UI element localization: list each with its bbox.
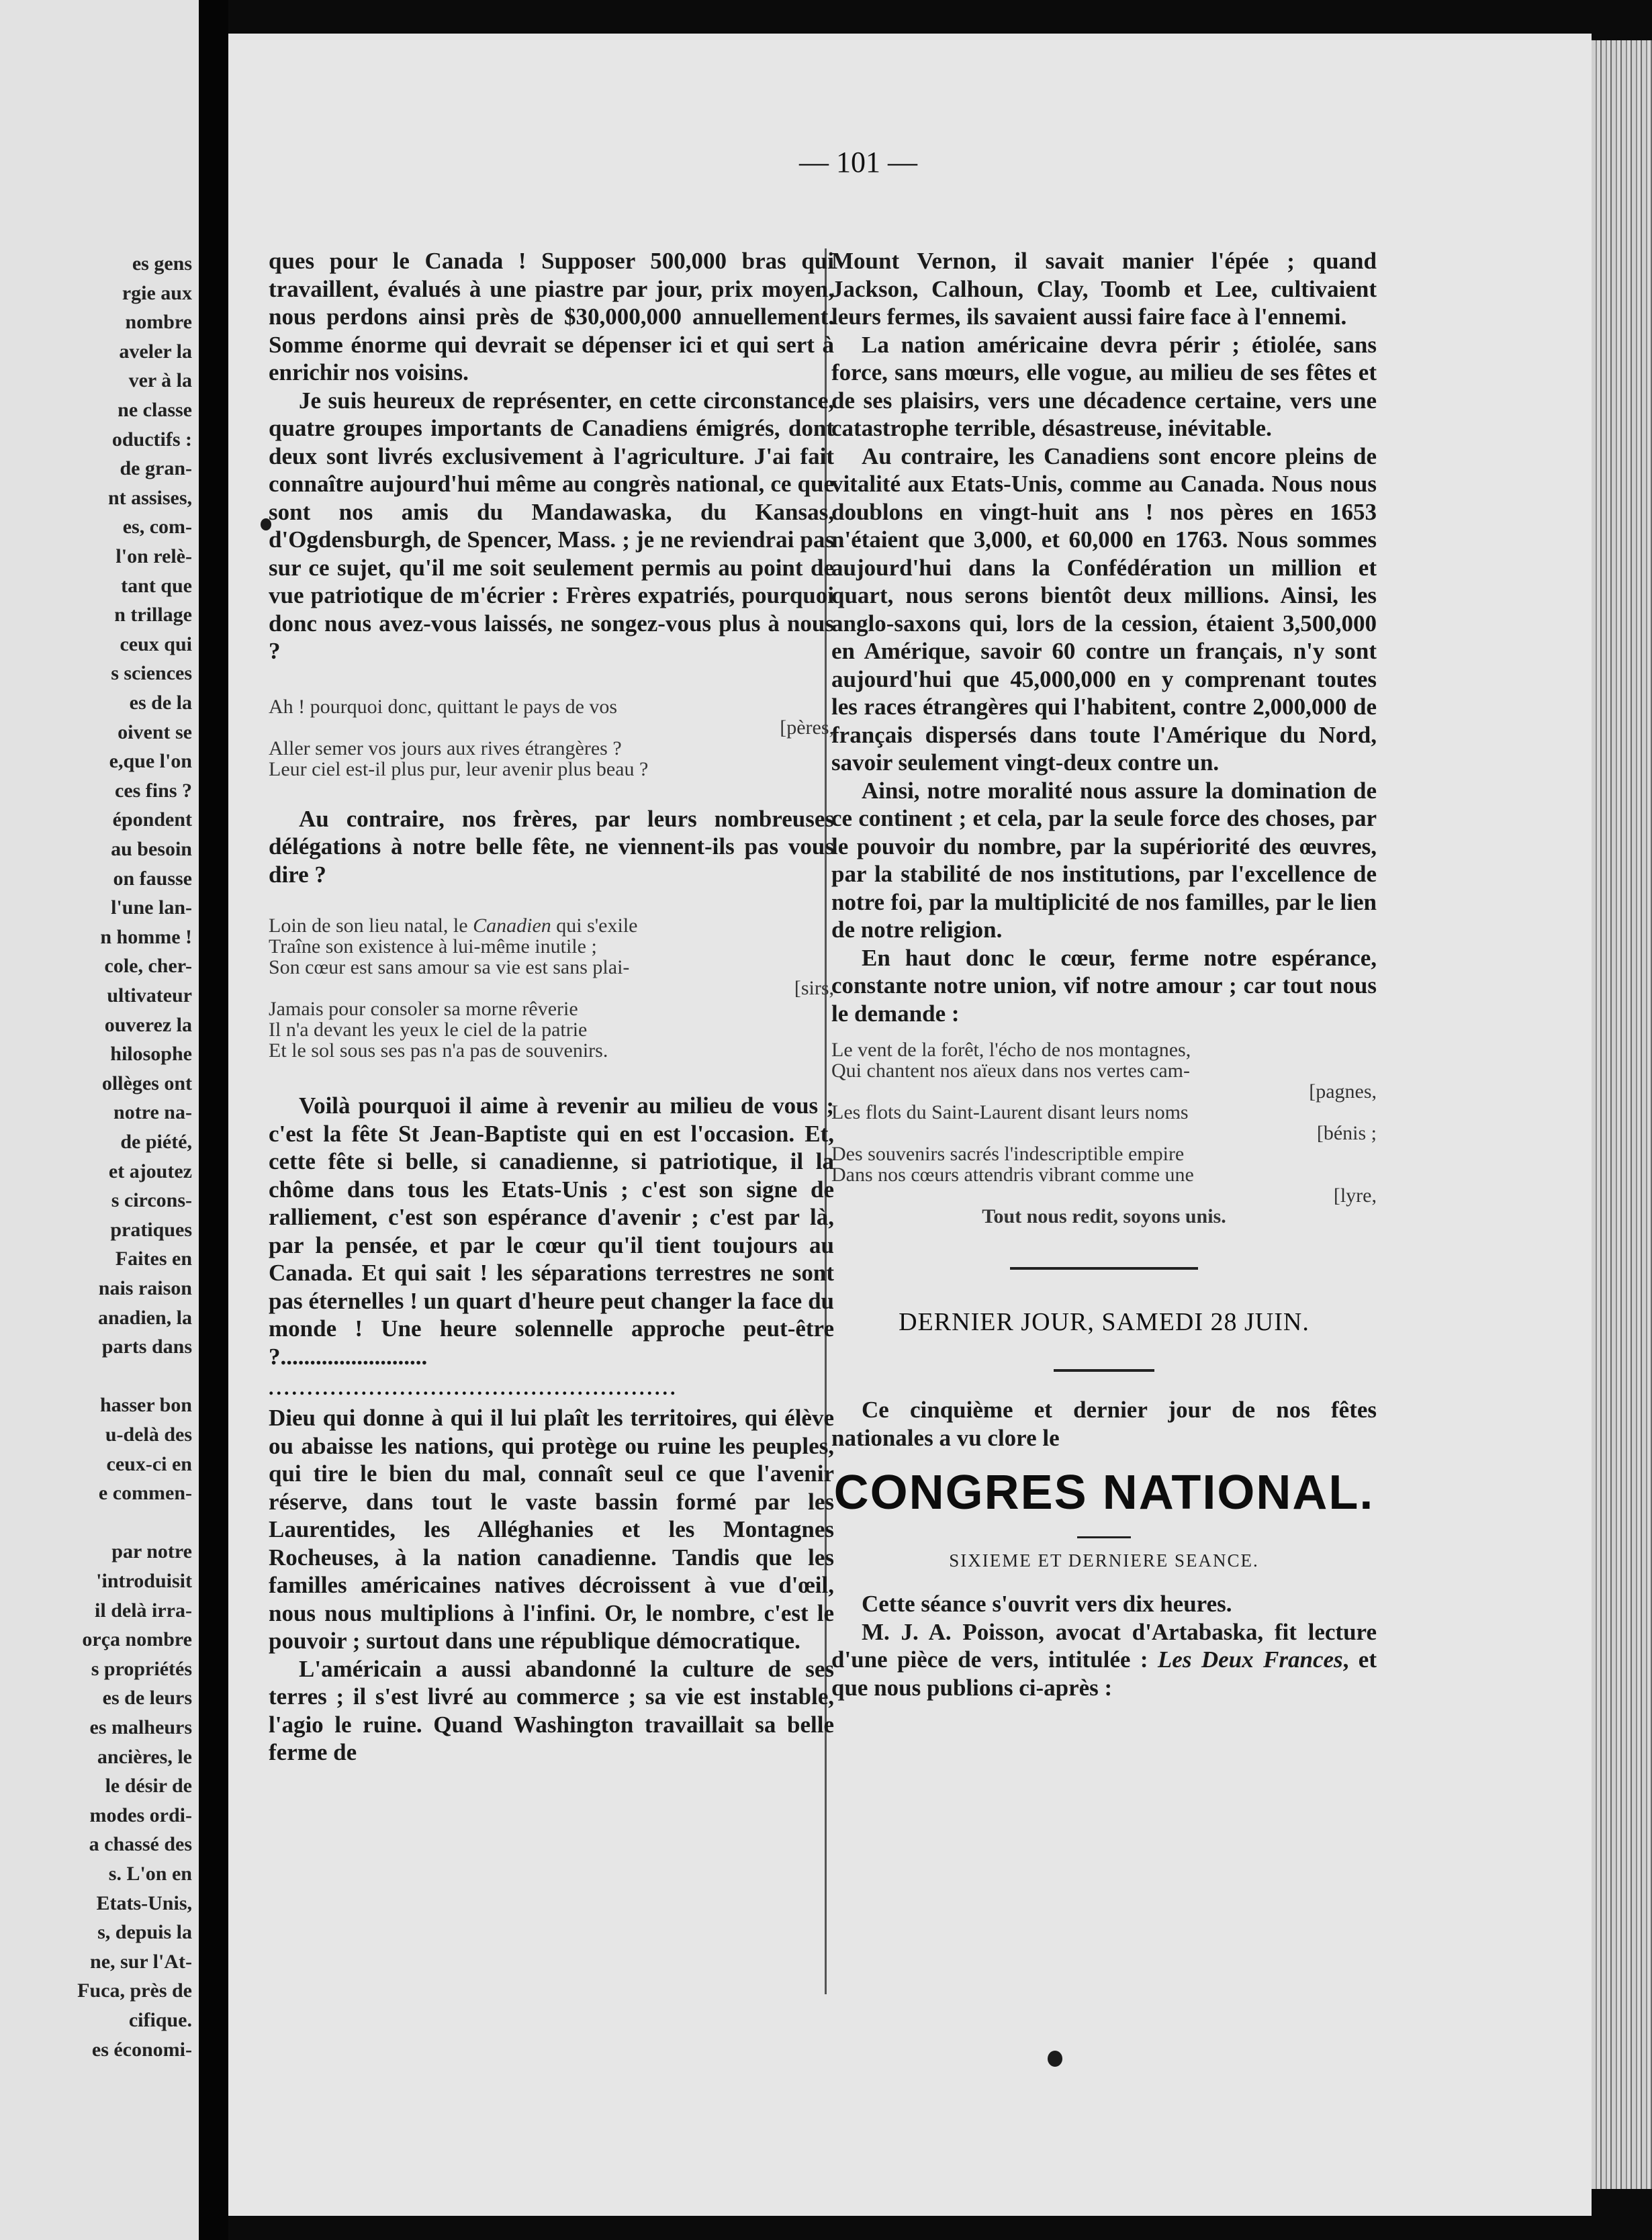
fragment-line: ancières, le	[97, 1745, 192, 1768]
fragment-line: hasser bon	[100, 1394, 192, 1417]
fragment-line: oivent se	[118, 720, 192, 743]
verse-line: Il n'a devant les yeux le ciel de la patrie	[269, 1019, 588, 1041]
fragment-line: s. L'on en	[108, 1863, 192, 1885]
verse-line	[269, 915, 834, 936]
fragment-line: es économi-	[91, 2038, 192, 2061]
text: , et que nous publions ci-après :	[831, 1646, 1377, 1701]
fragment-line: anadien, la	[97, 1306, 192, 1329]
right-column	[831, 247, 1377, 1701]
verse-line: Tout nous redit, soyons unis.	[982, 1205, 1226, 1227]
fragment-line: ces fins ?	[115, 779, 192, 802]
verse-line: Leur ciel est-il plus pur, leur avenir plus beau ?	[269, 757, 649, 780]
verse-line: Traîne son existence à lui-même inutile ;	[269, 935, 597, 958]
left-column	[269, 247, 834, 1767]
paragraph: Ce cinquième et dernier jour de nos fêtes nationales a vu clore le	[831, 1397, 1377, 1451]
fragment-line: l'une lan-	[111, 896, 192, 919]
fragment-line: es de la	[129, 692, 192, 714]
fragment-line: tant que	[121, 574, 192, 597]
verse-text: Loin de son lieu natal, le	[269, 915, 473, 937]
fragment-line: nais raison	[98, 1277, 192, 1299]
ink-blot	[1048, 2051, 1062, 2067]
fragment-line: le désir de	[105, 1775, 192, 1798]
fragment-line: es, com-	[122, 516, 192, 539]
verse-line: Les flots du Saint-Laurent disant leurs noms	[831, 1101, 1189, 1123]
fragment-line: e,que l'on	[109, 750, 192, 773]
fragment-line: parts dans	[101, 1336, 192, 1358]
fragment-line: l'on relè-	[116, 545, 192, 567]
fragment-line: n homme !	[100, 925, 192, 948]
fragment-line: cifique.	[128, 2009, 192, 2031]
paragraph: Dieu qui donne à qui il lui plaît les territoires, qui élève ou abaisse les nations, qui protège ou ruine les peuples, qui tire le bien du mal, connaît seul ce que l'avenir réserve, dans tout le vaste bassin formé par les Laurentides, les Alléghanies et les Montagnes Rocheuses, à la nation canadienne. Tandis que les familles américaines natives décroissent à vue d'œil, nous nous multiplions à l'infini. Or, le nombre, c'est le pouvoir ; surtout dans une république démocratique.	[269, 1405, 834, 1654]
fragment-line: n trillage	[114, 604, 192, 626]
previous-page-fragment	[0, 0, 203, 2240]
fragment-line: s sciences	[111, 662, 192, 685]
fragment-line: Fuca, près de	[77, 1979, 192, 2002]
fragment-line: ouverez la	[104, 1013, 192, 1036]
fragment-line: nt assises,	[107, 486, 192, 509]
fragment-line: Etats-Unis,	[96, 1892, 192, 1914]
fragment-line: modes ordi-	[89, 1804, 192, 1826]
poem-quote	[269, 696, 834, 780]
fragment-line: et ajoutez	[108, 1160, 192, 1182]
section-rule	[1077, 1536, 1131, 1538]
paragraph: En haut donc le cœur, ferme notre espérance, constante notre union, vif notre amour ; car tout nous le demande :	[831, 944, 1377, 1027]
paragraph: Je suis heureux de représenter, en cette circonstance, quatre groupes importants de Canadiens émigrés, dont deux sont livrés exclusivement à l'agriculture. J'ai fait connaître aujourd'hui même au congrès national, ce que sont nos amis du Mandawaska, du Kansas, d'Ogdensburgh, de Spencer, Mass. ; je ne reviendrai pas sur ce sujet, qu'il me soit seulement permis au point de vue patriotique de m'écrier : Frères expatriés, pourquoi donc nous avez-vous laissés, ne songez-vous plus à nous ?	[269, 387, 834, 664]
fragment-line: cole, cher-	[104, 955, 192, 978]
paragraph: Ainsi, notre moralité nous assure la domination de ce continent ; et cela, par la seule force des choses, par le pouvoir du nombre, par la supériorité des œuvres, par la stabilité de nos institutions, par l'excellence de notre foi, par la multiplicité de nos familles, par le lien de notre religion.	[831, 777, 1377, 943]
fragment-line: s, depuis la	[97, 1921, 192, 1944]
fragment-line: es gens	[132, 252, 192, 275]
page-edges	[1592, 40, 1652, 2189]
verse-line: Aller semer vos jours aux rives étrangères ?	[269, 737, 622, 759]
congress-title: CONGRES NATIONAL.	[833, 1466, 1375, 1520]
ellipsis-line: .....................................................	[269, 1377, 678, 1399]
fragment-line: par notre	[111, 1540, 192, 1563]
paragraph	[831, 1618, 1377, 1702]
verse-line: Et le sol sous ses pas n'a pas de souvenirs.	[269, 1039, 608, 1062]
paragraph: ques pour le Canada ! Supposer 500,000 bras qui travaillent, évalués à une piastre par jour, prix moyen, nous perdons ainsi près de $30,000,000 annuellement. Somme énorme qui devrait se dépenser ici et qui sert à enrichir nos voisins.	[269, 248, 834, 385]
verse-continuation: [sirs,	[794, 977, 834, 999]
paragraph: Au contraire, les Canadiens sont encore pleins de vitalité aux Etats-Unis, comme au Canada. Nous nous doublons en vingt-huit ans ! nos pères en 1653 n'étaient que 3,000, et 60,000 en 1763. Nous sommes aujourd'hui dans la Confédération un million et quart, nous serons bientôt deux millions. Ainsi, les anglo-saxons qui, lors de la cession, étaient 3,500,000 en Amérique, savoir 60 contre un français, n'y sont aujourd'hui que 45,000,000 en y comprenant toutes les races étrangères qui l'habitent, contre 2,000,000 de français dispersés dans toute l'Amérique du Nord, savoir seulement vingt-deux contre un.	[831, 442, 1377, 776]
verse-continuation: [bénis ;	[1316, 1122, 1377, 1144]
fragment-line: ceux-ci en	[106, 1452, 192, 1475]
fragment-line: oductifs :	[111, 428, 192, 451]
fragment-line: orça nombre	[82, 1628, 192, 1651]
verse-text: qui s'exile	[551, 915, 638, 937]
fragment-line: rgie aux	[122, 281, 192, 304]
verse-line: Qui chantent nos aïeux dans nos vertes cam-	[831, 1060, 1191, 1082]
paragraph: La nation américaine devra périr ; étiolée, sans force, sans mœurs, elle vogue, au milieu de ses fêtes et de ses plaisirs, vers une décadence certaine, vers une catastrophe terrible, désastreuse, inévitable.	[831, 331, 1377, 441]
fragment-line: pratiques	[110, 1218, 192, 1241]
poem-title-italic: Les Deux Frances	[1157, 1646, 1343, 1673]
verse-line: Le vent de la forêt, l'écho de nos montagnes,	[831, 1039, 1191, 1061]
verse-line: Son cœur est sans amour sa vie est sans plai-	[269, 956, 630, 978]
fragment-line: notre na-	[113, 1101, 192, 1124]
fragment-line: ver à la	[128, 369, 192, 392]
fragment-line: s circons-	[111, 1189, 192, 1212]
page-number: — 101 —	[799, 146, 917, 179]
book-gutter	[199, 0, 228, 2240]
paragraph: Mount Vernon, il savait manier l'épée ; quand Jackson, Calhoun, Clay, Toomb et Lee, cultivaient leurs fermes, ils savaient aussi faire face à l'ennemi.	[831, 248, 1377, 330]
fragment-line: e commen-	[98, 1482, 192, 1505]
paragraph: L'américain a aussi abandonné la culture de ses terres ; il s'est livré au commerce ; sa vie est instable, l'agio le ruine. Quand Washington travaillait sa belle ferme de	[269, 1655, 834, 1765]
fragment-line: ne classe	[118, 399, 192, 421]
verse-continuation: [pères,	[780, 716, 834, 739]
fragment-line: ceux qui	[120, 633, 192, 655]
verse-line: Jamais pour consoler sa morne rêverie	[269, 998, 578, 1020]
verse-continuation: [lyre,	[1333, 1184, 1377, 1207]
fragment-line: ne, sur l'At-	[90, 1950, 192, 1973]
text: M. J. A. Poisson, avocat d'Artabaska, fit lecture d'une pièce de vers, intitulée :	[831, 1618, 1377, 1673]
fragment-line: ollèges ont	[101, 1072, 192, 1094]
verse-line: Des souvenirs sacrés l'indescriptible empire	[831, 1143, 1185, 1165]
fragment-line: de piété,	[120, 1131, 192, 1153]
verse-line: Ah ! pourquoi donc, quittant le pays de vos	[269, 695, 618, 718]
fragment-line: on fausse	[113, 867, 192, 890]
fragment-line: Faites en	[115, 1248, 192, 1270]
poem-quote	[831, 1039, 1377, 1227]
section-rule	[1054, 1369, 1154, 1372]
poem-quote	[269, 915, 834, 1061]
fragment-line: 'introduisit	[96, 1570, 192, 1592]
section-title: DERNIER JOUR, SAMEDI 28 JUIN.	[899, 1308, 1310, 1336]
section-rule	[1010, 1267, 1198, 1270]
fragment-line: épondent	[112, 808, 192, 831]
fragment-line: s propriétés	[91, 1657, 192, 1680]
fragment-line: ultivateur	[107, 984, 192, 1007]
fragment-line: de gran-	[120, 457, 192, 480]
fragment-line: hilosophe	[110, 1043, 192, 1066]
fragment-line: au besoin	[111, 838, 192, 860]
paragraph: Voilà pourquoi il aime à revenir au milieu de vous ; c'est la fête St Jean-Baptiste qui en est l'occasion. Et, cette fête si belle, si canadienne, si patriotique, il la chôme dans tous les Etats-Unis ; c'est son signe de ralliement, c'est son espérance d'avenir ; c'est par là, par la pensée, et par le cœur qu'il tient toujours au Canada. Et qui sait ! les séparations terrestres ne sont pas éternelles ! un quart d'heure peut changer la face du monde ! Une heure solennelle approche peut-être ?.........................	[269, 1092, 834, 1370]
verse-continuation: [pagnes,	[1309, 1080, 1377, 1103]
session-subtitle: SIXIEME ET DERNIERE SEANCE.	[949, 1550, 1259, 1571]
fragment-line: a chassé des	[89, 1833, 192, 1856]
fragment-line: il delà irra-	[95, 1599, 192, 1622]
fragment-line: nombre	[125, 311, 192, 334]
paragraph: Cette séance s'ouvrit vers dix heures.	[862, 1591, 1232, 1617]
paragraph: Au contraire, nos frères, par leurs nombreuses délégations à notre belle fête, ne viennent-ils pas vous dire ?	[269, 805, 834, 888]
fragment-line: es de leurs	[102, 1687, 192, 1710]
fragment-line: es malheurs	[89, 1716, 192, 1738]
verse-line: Dans nos cœurs attendris vibrant comme une	[831, 1164, 1194, 1186]
verse-italic: Canadien	[473, 915, 551, 937]
fragment-line: aveler la	[119, 340, 192, 363]
fragment-line: u-delà des	[105, 1424, 192, 1446]
